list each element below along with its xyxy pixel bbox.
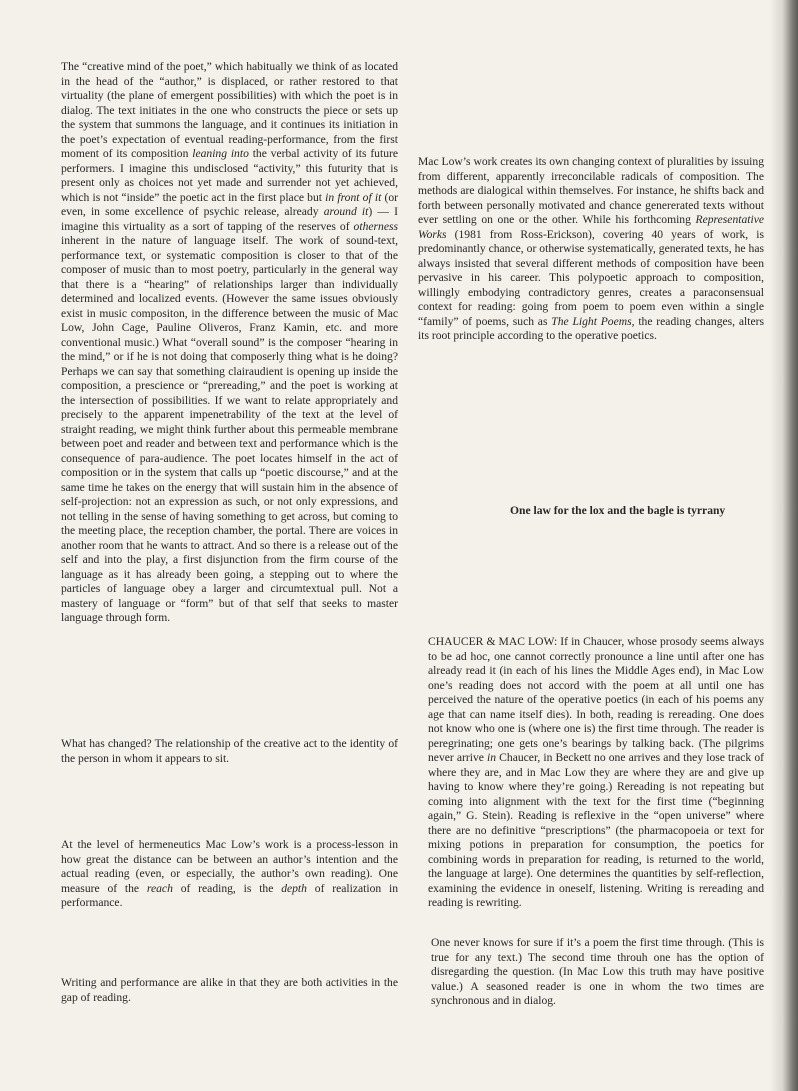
left-paragraph-what-has-changed: What has changed? The relationship of the creative act to the identity of the person in whom it appears to sit. (61, 737, 398, 765)
left-paragraph-writing-performance: Writing and performance are alike in that they are both activities in the gap of reading. (61, 976, 398, 1004)
right-paragraph-one-never-knows: One never knows for sure if it’s a poem the first time through. (This is true for any text.) The second time throuh one has the option of disregarding the question. (In Mac Low this truth may have positive value.) A seasoned reader is one in whom the two times are synchronous and in dialog. (431, 936, 764, 1007)
right-paragraph-mac-low-pluralities: Mac Low’s work creates its own changing context of pluralities by issuing from different, apparently irreconcilable radicals of composition. The methods are dialogical within themselves. For instance, he shifts back and forth between personally motivated and chance genererated texts without ever settling on one or the other. While his forthcoming Representative Works (1981 from Ross-Erickson), covering 40 years of work, is predominantly chance, or otherwise systematically, generated texts, he has always insisted that several different methods of composition have been pervasive in his career. This polypoetic approach to composition, willingly embodying contradictory genres, creates a paraconsensual context for reading: going from poem to poem even within a single “family” of poems, such as The Light Poems, the reading changes, alters its root principle according to the operative poetics. (418, 155, 764, 342)
left-paragraph-hermeneutics: At the level of hermeneutics Mac Low’s work is a process-lesson in how great the distance can be between an author’s intention and the actual reading (even, or especially, the author’s own reading). One measure of the reach of reading, is the depth of realization in performance. (61, 838, 398, 909)
right-paragraph-chaucer-mac-low: CHAUCER & MAC LOW: If in Chaucer, whose prosody seems always to be ad hoc, one cannot correctly pronounce a line until after one has already read it (in each of his lines the Middle Ages end), in Mac Low one’s reading does not accord with the poem at all until one has perceived the nature of the operative poetics (in each of his poems any age that can name itself dies). In both, reading is rereading. One does not know who one is (where one is) the first time through. The reader is peregrinating; one gets one’s bearings by talking back. (The pilgrims never arrive in Chaucer, in Beckett no one arrives and they lose track of where they are, and in Mac Low they are where they are and give up having to know where they’re going.) Rereading is not repeating but coming into alignment with the text for the first time (“beginning again,” G. Stein). Reading is reflexive in the “open universe” where there are no definitive “prescriptions” (the pharmacopoeia or text for mixing potions in preparation for consumption, the poetics for combining words in preparation for reading, is returned to the world, the language at large). One determines the quantities by self-reflection, examining the evidence in oneself, listening. Writing is rereading and reading is rewriting. (428, 635, 764, 909)
section-heading: One law for the lox and the bagle is tyrrany (510, 504, 726, 517)
page-binding-shadow (770, 0, 798, 1091)
left-paragraph-creative-mind: The “creative mind of the poet,” which habitually we think of as located in the head of the “author,” is displaced, or rather restored to that virtuality (the plane of emergent possibilities) with which the poet is in dialog. The text initiates in the one who constructs the piece or sets up the system that summons the language, and it continues its initiation in the poet’s expectation of eventual reading-performance, from the first moment of its composition leaning into the verbal activity of its future performers. I imagine this undisclosed “activity,” this futurity that is present only as choices not yet made and surrender not yet achieved, which is not “inside” the poetic act in the first place but in front of it (or even, in some excellence of psychic release, already around it) — I imagine this virtuality as a sort of tapping of the reserves of otherness inherent in the nature of language itself. The work of sound-text, performance text, or systematic composition is closer to that of the composer of music than to most poetry, particularly in the general way that there is a “hearing” of relationships larger than individually determined and localized events. (However the same issues obviously exist in music compositon, in the difference between the music of Mac Low, John Cage, Pauline Oliveros, Franz Kamin, etc. and more conventional music.) What “overall sound” is the composer “hearing in the mind,” or if he is not doing that composerly thing what is he doing? Perhaps we can say that something clairaudient is opening up inside the composition, a prescience or “prereading,” and the poet is working at the intersection of possibilities. If we want to relate appropriately and precisely to the apparent impenetrability of the text at the level of straight reading, we might think further about this permeable membrane between poet and reader and between text and performance which is the consequence of para-audience. The poet locates himself in the act of composition or in the system that calls up “poetic discourse,” and at the same time he takes on the energy that will sustain him in the absence of self-projection: not an expression as such, or not only expressions, and not telling in the sense of having something to get across, but coming to the meeting place, the reception chamber, the portal. There are voices in another room that he wants to attract. And so there is a release out of the self and into the play, a first disjunction from the firm course of the language as it has already been going, a stepping out to where the particles of language obey a larger and circumtextual pull. Not a mastery of language or “form” but of that self that seeks to master language through form. (61, 60, 399, 624)
